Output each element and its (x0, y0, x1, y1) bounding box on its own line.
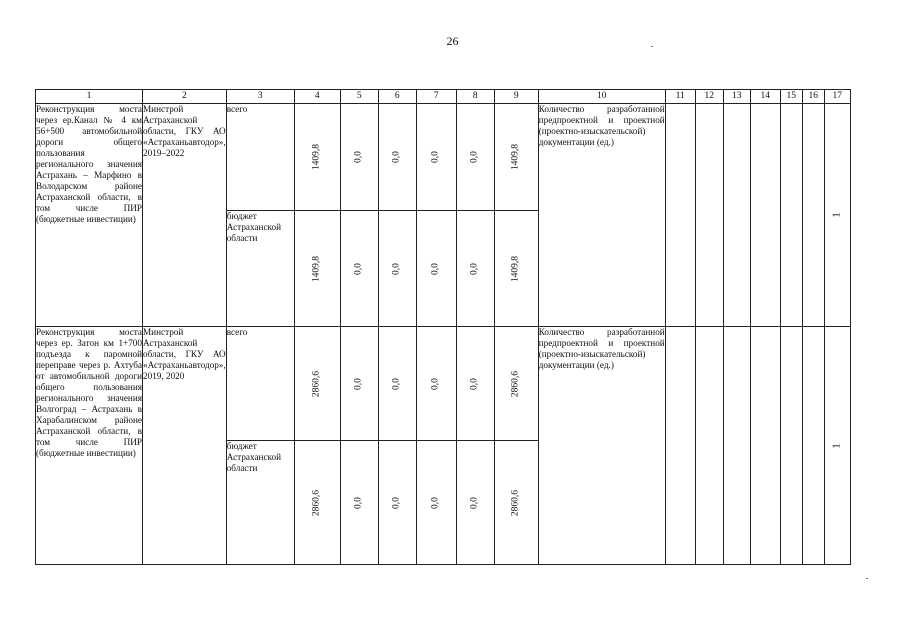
value-cell: 0,0 (416, 211, 456, 327)
table-row (36, 104, 851, 211)
value-cell: 0,0 (378, 104, 416, 211)
empty-cell (780, 327, 802, 565)
empty-cell (802, 104, 824, 327)
empty-cell (665, 104, 695, 327)
value-cell: 0,0 (416, 327, 456, 441)
scan-speck (651, 46, 653, 47)
col-header: 11 (665, 90, 695, 104)
executor-cell: Минстрой Астраханской области, ГКУ АО «Астраханьавтодор», 2019–2022 (143, 104, 227, 327)
value-cell: 0,0 (340, 211, 378, 327)
value-cell: 0,0 (456, 441, 494, 565)
col-header: 2 (143, 90, 227, 104)
empty-cell (802, 327, 824, 565)
value-cell: 1409,8 (294, 211, 340, 327)
value-cell: 1409,8 (494, 211, 538, 327)
value-cell: 0,0 (340, 441, 378, 565)
value-cell: 2860,6 (494, 441, 538, 565)
col-header: 5 (340, 90, 378, 104)
measure-name: Реконструкция моста через ер. Затон км 1+700 подъезда к паромной переправе через р. Ахтуба от автомобильной дороги общего пользования регионального значения Волгоград – Астрахань в Харабалинском районе Астраханской области, в том числе ПИР (бюджетные инвестиции) (36, 327, 143, 565)
col-header: 7 (416, 90, 456, 104)
empty-cell (695, 327, 723, 565)
value-cell: 2860,6 (494, 327, 538, 441)
col-header: 15 (780, 90, 802, 104)
value-cell: 2860,6 (294, 441, 340, 565)
col-header: 10 (538, 90, 665, 104)
value-cell: 0,0 (456, 104, 494, 211)
col-header: 1 (36, 90, 143, 104)
col-header: 16 (802, 90, 824, 104)
col17-value: 1 (824, 104, 850, 327)
indicator-cell: Количество разработанной предпроектной и проектной (проектно-изыскательской) документации (ед.) (538, 104, 665, 327)
empty-cell (665, 327, 695, 565)
measure-name: Реконструкция моста через ер.Канал № 4 км 56+500 автомобильной дороги общего пользования регионального значения Астрахань – Марфино в Володарском районе Астраханской области, в том числе ПИР (бюджетные инвестиции) (36, 104, 143, 327)
value-cell: 1409,8 (494, 104, 538, 211)
col-header: 8 (456, 90, 494, 104)
empty-cell (750, 327, 780, 565)
empty-cell (750, 104, 780, 327)
value-cell: 0,0 (456, 211, 494, 327)
value-cell: 0,0 (340, 327, 378, 441)
empty-cell (723, 327, 750, 565)
value-cell: 0,0 (416, 104, 456, 211)
executor-cell: Минстрой Астраханской области, ГКУ АО «Астраханьавтодор», 2019, 2020 (143, 327, 227, 565)
table-row (36, 327, 851, 441)
funding-source: бюджет Астраханской области (226, 211, 294, 327)
col-header: 6 (378, 90, 416, 104)
col-header: 12 (695, 90, 723, 104)
empty-cell (723, 104, 750, 327)
value-cell: 0,0 (378, 211, 416, 327)
program-table (35, 89, 851, 565)
value-cell: 0,0 (340, 104, 378, 211)
funding-source: всего (226, 104, 294, 211)
scan-speck (866, 578, 868, 579)
funding-source: бюджет Астраханской области (226, 441, 294, 565)
value-cell: 2860,6 (294, 327, 340, 441)
col-header: 9 (494, 90, 538, 104)
header-row (36, 90, 851, 104)
value-cell: 1409,8 (294, 104, 340, 211)
col-header: 3 (226, 90, 294, 104)
empty-cell (695, 104, 723, 327)
value-cell: 0,0 (378, 441, 416, 565)
page-number: 26 (446, 34, 459, 48)
col17-value: 1 (824, 327, 850, 565)
value-cell: 0,0 (378, 327, 416, 441)
col-header: 4 (294, 90, 340, 104)
empty-cell (780, 104, 802, 327)
col-header: 13 (723, 90, 750, 104)
col-header: 14 (750, 90, 780, 104)
col-header: 17 (824, 90, 850, 104)
value-cell: 0,0 (416, 441, 456, 565)
value-cell: 0,0 (456, 327, 494, 441)
indicator-cell: Количество разработанной предпроектной и проектной (проектно-изыскательской) документации (ед.) (538, 327, 665, 565)
funding-source: всего (226, 327, 294, 441)
